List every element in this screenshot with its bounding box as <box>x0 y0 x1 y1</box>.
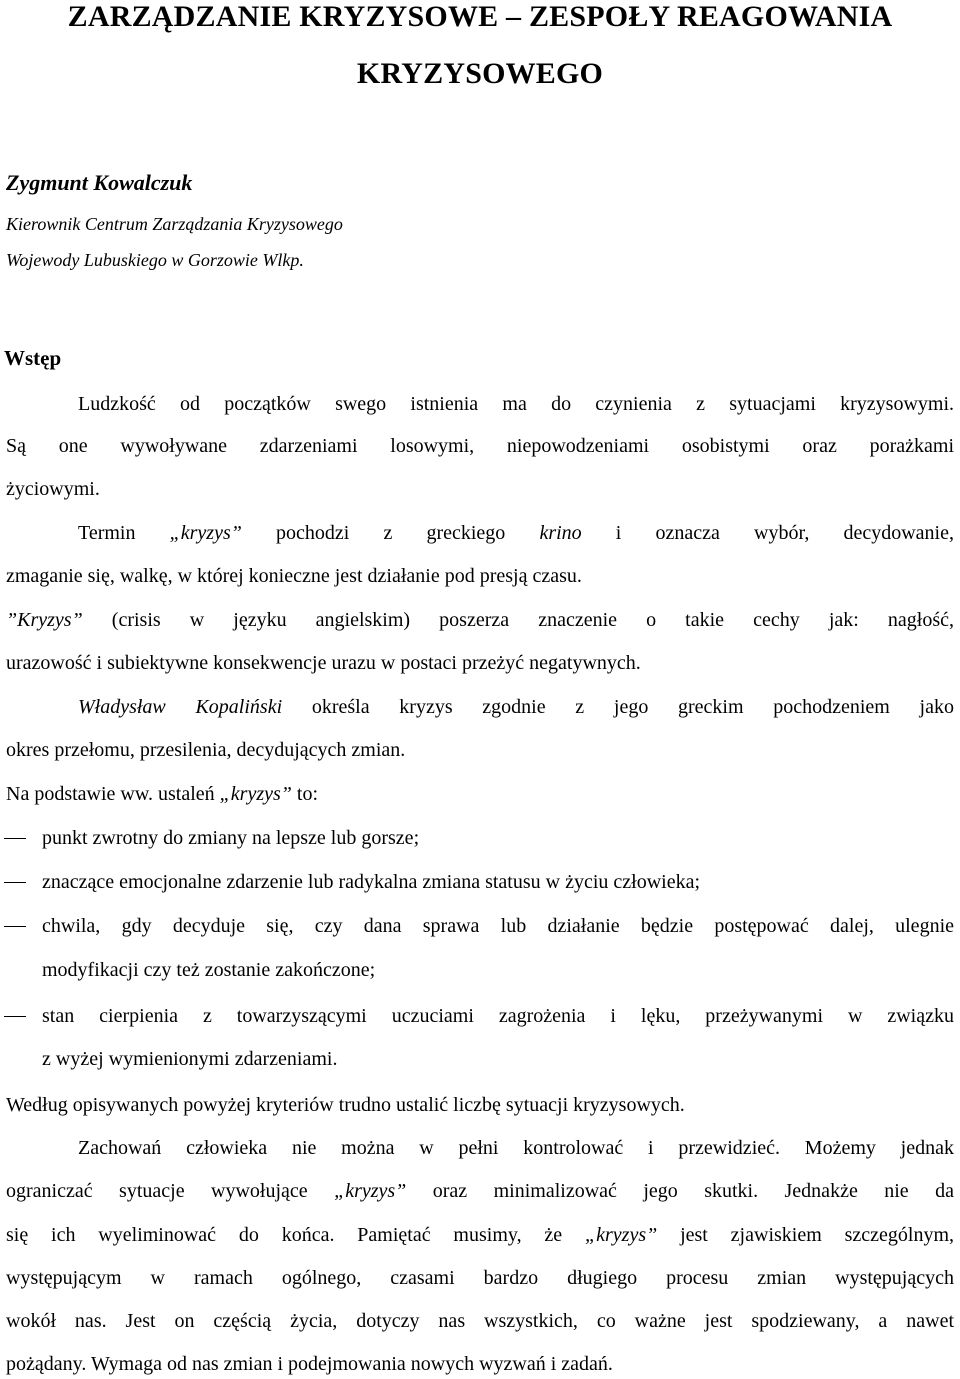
emphasis-term: „kryzys” <box>585 1224 658 1246</box>
emphasis-term: krino <box>539 522 582 544</box>
paragraph-line <box>6 1177 954 1205</box>
paragraph-line: Są one wywoływane zdarzeniami losowymi, niepowodzeniami osobistymi oraz porażkami <box>6 435 954 457</box>
text-span: jest zjawiskiem szczególnym, <box>657 1224 955 1246</box>
text-span: Termin <box>78 522 170 544</box>
list-item-continuation: z wyżej wymienionymi zdarzeniami. <box>42 1048 338 1070</box>
text-span: (crisis w języku angielskim) poszerza znaczenie o takie cechy jak: nagłość, <box>82 609 954 631</box>
paragraph-line: zmaganie się, walkę, w której konieczne jest działanie pod presją czasu. <box>6 565 582 587</box>
list-dash-icon <box>4 838 26 839</box>
paragraph-line: Zachowań człowieka nie można w pełni kontrolować i przewidzieć. Możemy jednak <box>78 1137 954 1159</box>
list-dash-icon <box>4 926 26 927</box>
emphasis-term: „kryzys” <box>334 1180 407 1202</box>
text-span: i oznacza wybór, decydowanie, <box>581 522 954 544</box>
paragraph-line: okres przełomu, przesilenia, decydujących zmian. <box>6 739 406 761</box>
list-item: stan cierpienia z towarzyszącymi uczuciami zagrożenia i lęku, przeżywanymi w związku <box>42 1005 954 1027</box>
emphasis-term: „kryzys” <box>169 522 242 544</box>
paragraph-line: Ludzkość od początków swego istnienia ma do czynienia z sytuacjami kryzysowymi. <box>78 393 954 415</box>
text-span: Na podstawie ww. ustaleń <box>6 783 220 805</box>
paragraph-line: życiowymi. <box>6 478 100 500</box>
paragraph-line <box>78 693 954 721</box>
text-span: to: <box>291 783 319 805</box>
author-affiliation-line-1: Kierownik Centrum Zarządzania Kryzysowego <box>6 214 343 234</box>
emphasis-term: „kryzys” <box>219 783 292 805</box>
paragraph-line: urazowość i subiektywne konsekwencje urazu w postaci przeżyć negatywnych. <box>6 652 641 674</box>
paragraph-line: Według opisywanych powyżej kryteriów trudno ustalić liczbę sytuacji kryzysowych. <box>6 1094 685 1116</box>
text-span: oraz minimalizować jego skutki. Jednakże nie da <box>406 1180 955 1202</box>
paragraph-line <box>6 1221 954 1249</box>
emphasis-term: Władysław Kopaliński <box>78 696 283 718</box>
title-line-1: ZARZĄDZANIE KRYZYSOWE – ZESPOŁY REAGOWANIA <box>67 0 893 33</box>
author-name: Zygmunt Kowalczuk <box>6 170 193 195</box>
list-item: znaczące emocjonalne zdarzenie lub radykalna zmiana statusu w życiu człowieka; <box>42 871 700 893</box>
section-heading: Wstęp <box>4 346 62 370</box>
list-item: punkt zwrotny do zmiany na lepsze lub gorsze; <box>42 827 420 849</box>
text-span: określa kryzys zgodnie z jego greckim pochodzeniem jako <box>282 696 954 718</box>
paragraph-line: pożądany. Wymaga od nas zmian i podejmowania nowych wyzwań i zadań. <box>6 1353 613 1375</box>
paragraph-line: występującym w ramach ogólnego, czasami bardzo długiego procesu zmian występujących <box>6 1267 954 1289</box>
text-span: się ich wyeliminować do końca. Pamiętać musimy, że <box>6 1224 586 1246</box>
list-item-continuation: modyfikacji czy też zostanie zakończone; <box>42 959 376 981</box>
text-span: pochodzi z greckiego <box>241 522 540 544</box>
list-dash-icon <box>4 882 26 883</box>
author-affiliation-line-2: Wojewody Lubuskiego w Gorzowie Wlkp. <box>6 250 304 270</box>
paragraph-line <box>6 606 954 634</box>
title-line-2: KRYZYSOWEGO <box>356 57 604 90</box>
paragraph-line <box>6 780 318 808</box>
list-dash-icon <box>4 1016 26 1017</box>
paragraph-line <box>78 519 954 547</box>
list-item: chwila, gdy decyduje się, czy dana sprawa lub działanie będzie postępować dalej, ulegnie <box>42 915 954 937</box>
paragraph-line: wokół nas. Jest on częścią życia, dotyczy nas wszystkich, co ważne jest spodziewany, a nawet <box>6 1310 954 1332</box>
emphasis-term: ”Kryzys” <box>6 609 83 631</box>
text-span: ograniczać sytuacje wywołujące <box>6 1180 335 1202</box>
